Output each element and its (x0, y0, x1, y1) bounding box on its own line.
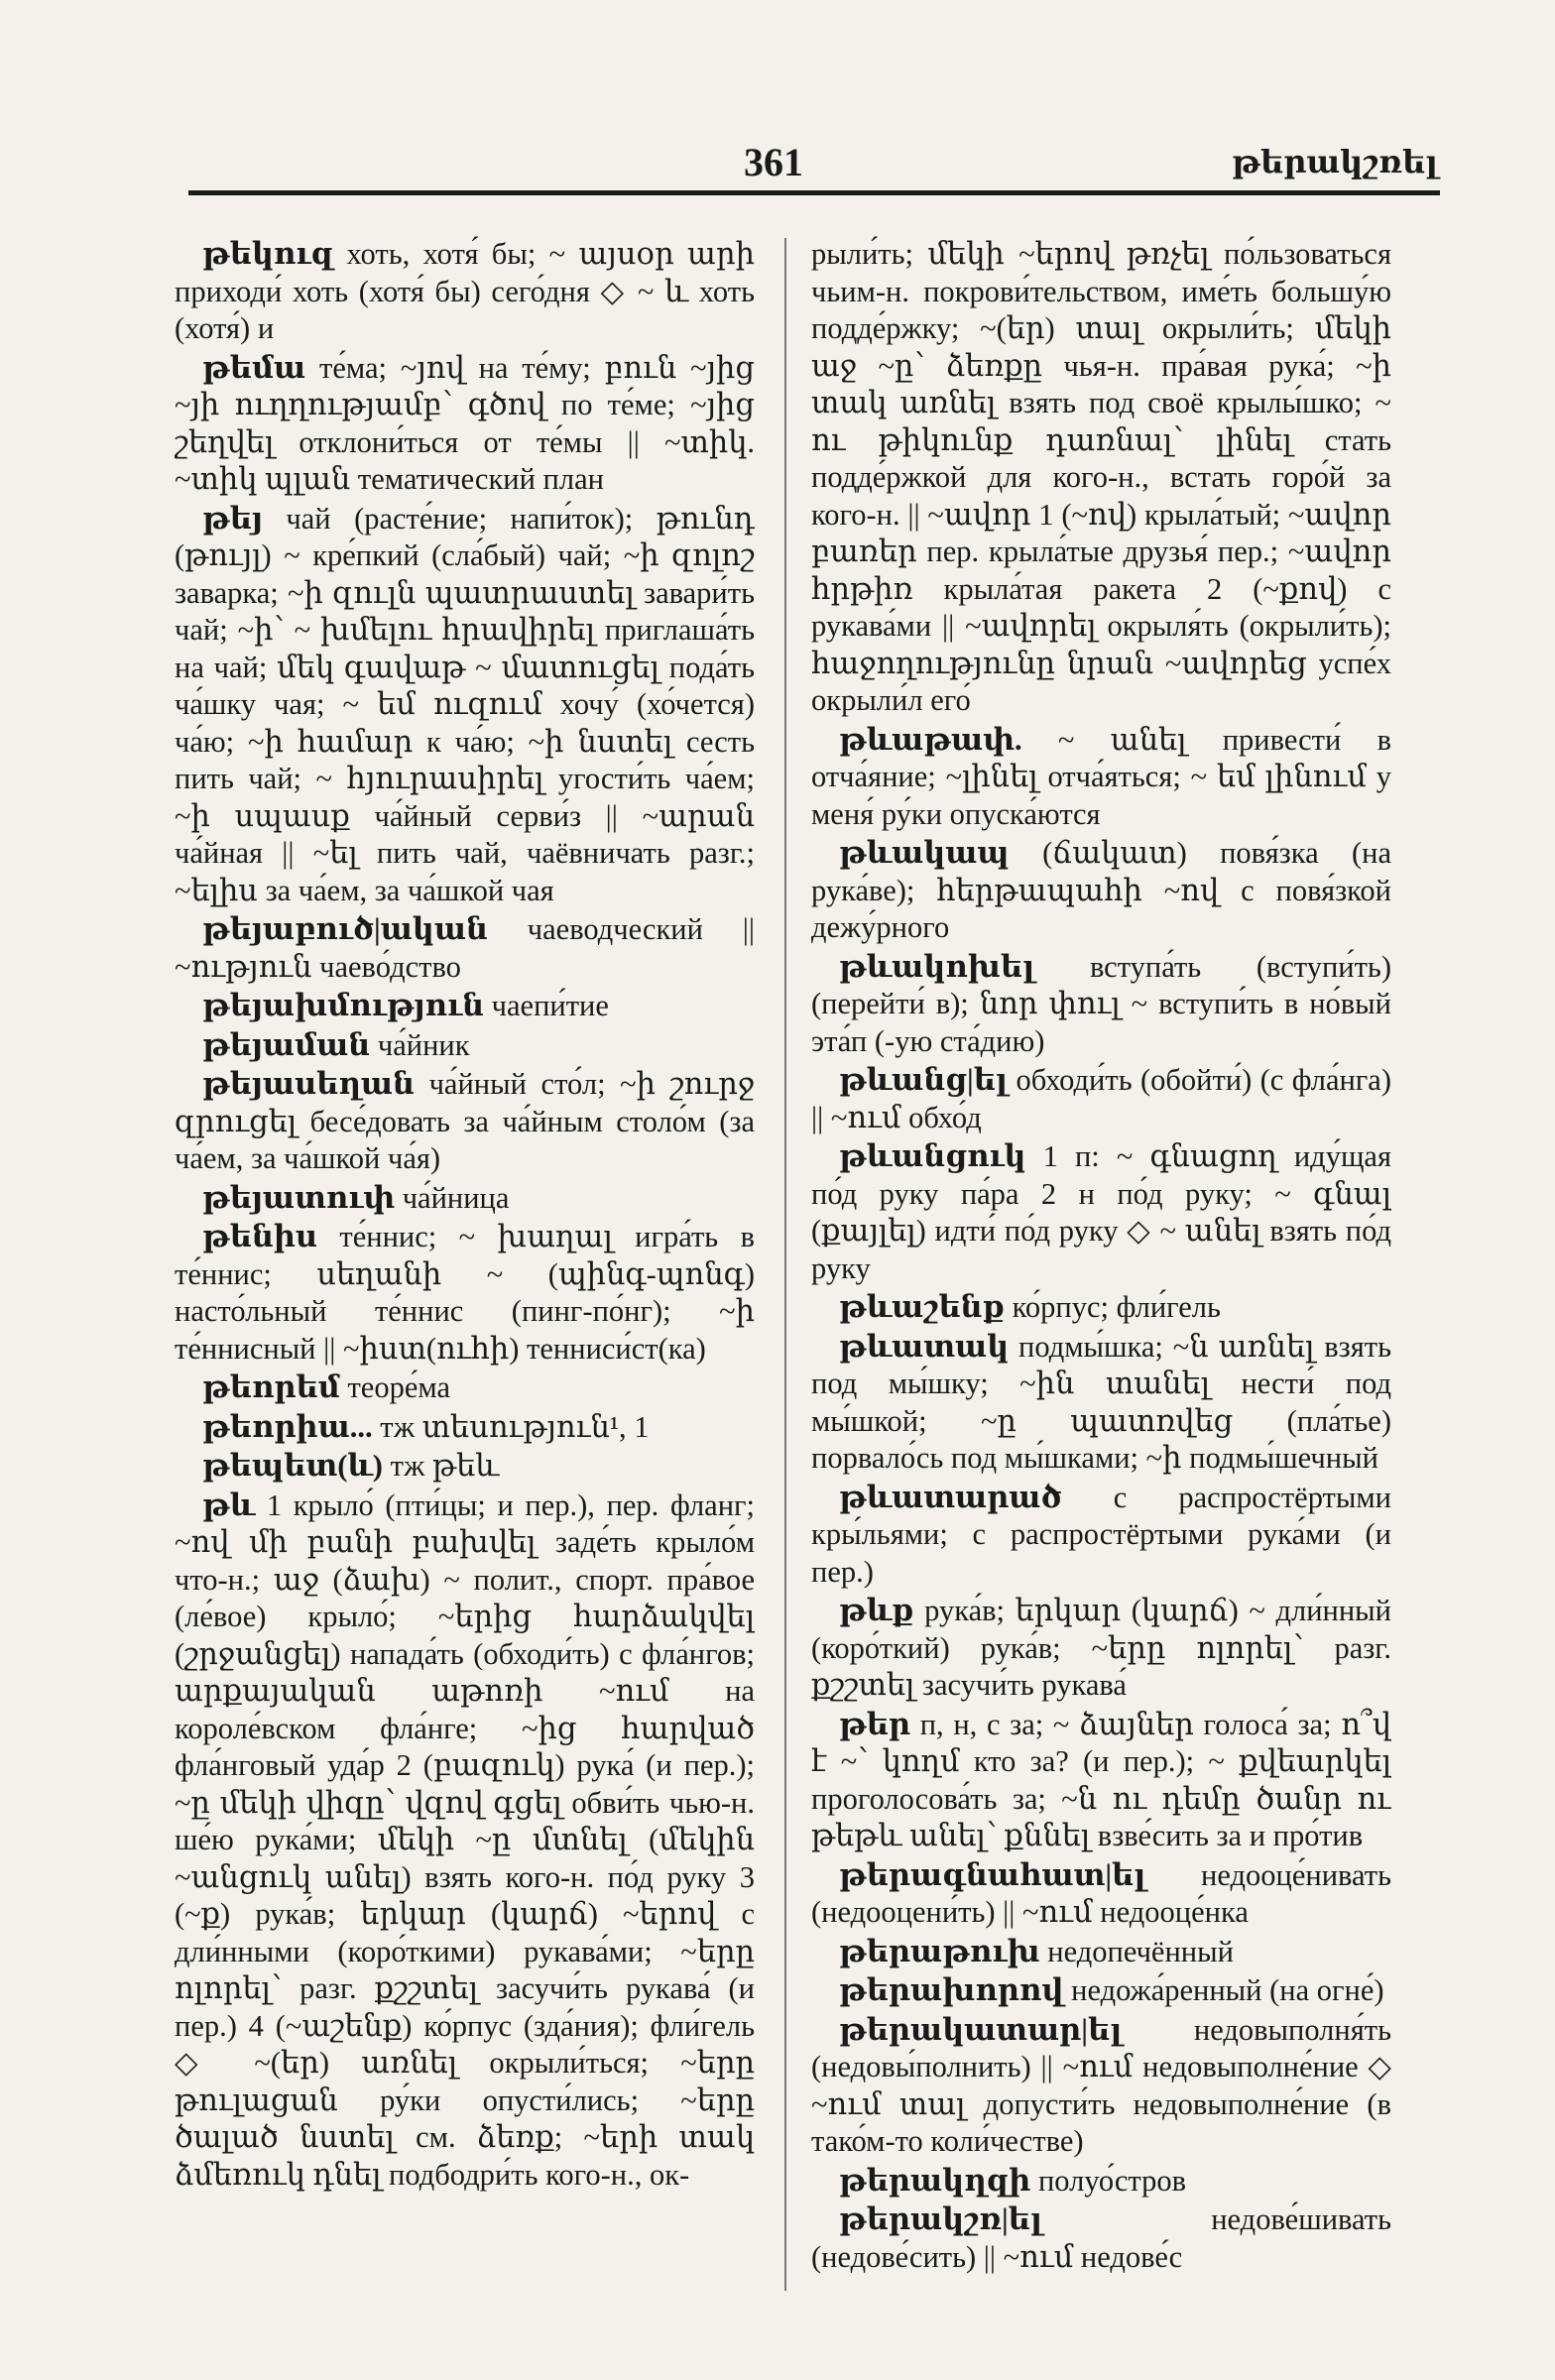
dictionary-entry (175, 1180, 755, 1218)
entry-headword: թերաթուխ (839, 1934, 1040, 1968)
entry-headword: թեր (839, 1707, 911, 1741)
entry-text: хоть, хотя́ бы; ~ այսօր արի приходи́ хоть (хотя́ бы) сего́дня ◇ ~ և хоть (хотя́) и (175, 237, 755, 345)
dictionary-entry (175, 1488, 755, 2195)
page-header (188, 139, 1438, 188)
dictionary-entry (811, 1934, 1391, 1971)
left-column (175, 236, 755, 2299)
dictionary-entry (811, 949, 1391, 1061)
entry-text: недооце́нивать (недооцени́ть) || ~ում недооце́нка (811, 1857, 1391, 1929)
entry-headword: թեպետ(և) (202, 1449, 383, 1483)
entry-text: те́ннис; ~ խաղալ игра́ть в те́ннис; սեղանի ~ (պինգ-պոնգ) насто́льный те́ннис (пинг-по́нг); ~ի те́ннисный || ~իստ(ուհի) тенниси́ст(ка) (175, 1220, 755, 1366)
entry-text: 1 п: ~ գնացող иду́щая по́д руку па́ра 2 н по́д руку; ~ գնալ (քայլել) идти́ по́д руку ◇ ~ անել взять по́д руку (811, 1139, 1391, 1285)
entry-headword: թերակղզի (839, 2163, 1031, 2198)
entry-text: те́ма; ~յով на те́му; բուն ~յից ~յի ուղղությամբ՝ գծով по те́ме; ~յից շեղվել отклони́ться от те́мы || ~տիկ. ~տիկ պլան тематический план (175, 350, 755, 496)
entry-headword: թերակշռ|ել (839, 2202, 1043, 2236)
entry-text: обходи́ть (обойти́) (с фла́нга) || ~ում обхо́д (811, 1063, 1391, 1134)
page-number: 361 (744, 140, 803, 184)
dictionary-entry (175, 501, 755, 910)
column-divider (784, 238, 786, 2291)
entry-text: ~ անել привести́ в отча́яние; ~լինել отча́яться; ~ եմ լինում у меня́ ру́ки опуска́ются (811, 722, 1391, 831)
entry-headword: թեյ (202, 501, 263, 536)
entry-headword: թև (202, 1488, 256, 1522)
entry-text: недожа́ренный (на огне́) (1071, 1973, 1384, 2007)
entry-headword: թեյաման (202, 1027, 371, 1062)
entry-text: с распростёртыми кры́льями; с распростёртыми рука́ми (и пер.) (811, 1480, 1391, 1589)
entry-headword: թերախորով (839, 1973, 1064, 2007)
running-head: թերակշռել (1231, 144, 1438, 179)
entry-headword: թևաթափ. (839, 722, 1022, 757)
entry-headword: թեորեմ (202, 1370, 340, 1404)
dictionary-entry (811, 1480, 1391, 1592)
dictionary-entry (811, 1062, 1391, 1136)
entry-headword: թևակապ (839, 836, 1010, 870)
entry-headword: թերագնահատ|ել (839, 1857, 1146, 1892)
entry-headword: թեկուզ (202, 237, 334, 271)
dictionary-entry (175, 911, 755, 986)
entry-text: чаеводческий || ~ություն чаево́дство (175, 912, 755, 984)
entry-headword: թերակատար|ել (839, 2012, 1123, 2047)
entry-headword: թևք (839, 1594, 914, 1627)
dictionary-entry (811, 2012, 1391, 2161)
dictionary-entry (811, 1329, 1391, 1478)
entry-headword: թևատարած (839, 1480, 1062, 1514)
dictionary-entry (175, 1219, 755, 1368)
entry-headword: թեմա (202, 350, 306, 385)
entry-text: тж տեսություն¹, 1 (380, 1409, 650, 1444)
entry-text: п, н, с за; ~ ձայներ голоса́ за; ո՞վ է ~՝ կողմ кто за? (и пер.); ~ քվեարկել проголосова́ть за; ~ն ու դեմը ծանր ու թեթև անել՝ քննել взве́сить за и про́тив (811, 1707, 1391, 1852)
dictionary-entry (175, 1027, 755, 1065)
entry-headword: թևաշենք (839, 1290, 1005, 1324)
dictionary-entry (811, 2202, 1391, 2276)
entry-text: (ճակատ) повя́зка (на рука́ве); հերթապահի ~ով с повя́зкой дежу́рного (811, 836, 1391, 944)
entry-text: тж թեև (390, 1449, 500, 1483)
dictionary-entry (175, 1066, 755, 1178)
dictionary-entry-continued (811, 236, 1391, 720)
dictionary-entry (811, 1707, 1391, 1855)
entry-headword: թենիս (202, 1220, 318, 1253)
entry-text: недовыполня́ть (недовы́полнить) || ~ում недовыполне́ние ◇ ~ում տալ допусти́ть недовыполне́ние (в тако́м-то коли́честве) (811, 2012, 1391, 2158)
entry-text: недопечённый (1047, 1934, 1234, 1968)
entry-text: полуо́стров (1037, 2163, 1187, 2198)
entry-text: ча́йный сто́л; ~ի շուրջ զրուցել бесе́довать за ча́йным столо́м (за ча́ем, за ча́шкой ча́я) (175, 1067, 755, 1175)
dictionary-entry (175, 350, 755, 499)
entry-text: ча́йник (377, 1027, 470, 1062)
dictionary-entry (811, 835, 1391, 947)
header-rule (188, 190, 1440, 195)
entry-text: недове́шивать (недове́сить) || ~ում недове́с (811, 2202, 1391, 2274)
entry-headword: թեյաբուծ|ական (202, 912, 488, 946)
entry-text: теоре́ма (347, 1370, 451, 1404)
entry-text: ча́йница (402, 1180, 510, 1215)
dictionary-entry (811, 1857, 1391, 1932)
dictionary-entry (175, 1448, 755, 1486)
entry-headword: թեյախմություն (202, 989, 485, 1022)
dictionary-entry (811, 722, 1391, 834)
entry-headword: թեյատուփ (202, 1180, 396, 1215)
entry-headword: թեորիա... (202, 1409, 373, 1444)
dictionary-entry (811, 1972, 1391, 2010)
entry-text: чай (расте́ние; напи́ток); թունդ (թույլ) ~ кре́пкий (сла́бый) чай; ~ի զոլոշ заварка; ~ի զուլն պատրաստել завари́ть чай; ~ի՝ ~ խմելու հրավիրել приглаша́ть на чай; մեկ գավաթ ~ մատուցել пода́ть ча́шку чая; ~ եմ ուզում хочу́ (хо́чется) ча́ю; ~ի համար к ча́ю; ~ի նստել сесть пить чай; ~ հյուրասիրել угости́ть ча́ем; ~ի սպասք ча́йный серви́з || ~արան ча́йная || ~ել пить чай, чаёвничать разг.; ~ելիս за ча́ем, за ча́шкой чая (175, 501, 755, 907)
right-column (811, 236, 1391, 2299)
entry-headword: թևանց|ել (839, 1063, 1009, 1097)
entry-headword: թեյասեղան (202, 1067, 415, 1101)
dictionary-entry (811, 1138, 1391, 1287)
dictionary-entry (811, 2163, 1391, 2201)
entry-text: чаепи́тие (491, 989, 609, 1022)
dictionary-entry (175, 1409, 755, 1447)
dictionary-entry (175, 988, 755, 1025)
entry-text: ко́рпус; фли́гель (1012, 1290, 1221, 1324)
dictionary-entry (811, 1289, 1391, 1327)
entry-headword: թևանցուկ (839, 1139, 1026, 1173)
entry-text: вступа́ть (вступи́ть) (перейти́ в); նոր փուլ ~ вступи́ть в но́вый эта́п (-ую ста́дию) (811, 949, 1391, 1058)
entry-headword: թևակոխել (839, 949, 1035, 984)
dictionary-entry (811, 1593, 1391, 1705)
dictionary-entry (175, 236, 755, 348)
entry-text: рыли́ть; մեկի ~երով թռչել по́льзоваться чьим-н. покрови́тельством, име́ть большу́ю подде́ржку; ~(եր) տալ окрыли́ть; մեկի աջ ~ը՝ ձեռքը чья-н. пра́вая рука́; ~ի տակ առնել взять под своё крылы́шко; ~ ու թիկունք դառնալ՝ լինել стать подде́ржкой для кого-н., встать горо́й за кого-н. || ~ավոր 1 (~ով) крыла́тый; ~ավոր բառեր пер. крыла́тые друзья́ пер.; ~ավոր հրթիռ крыла́тая ракета 2 (~քով) с рукава́ми || ~ավորել окрыля́ть (окрыли́ть); հաջողությունը նրան ~ավորեց успе́х окрыли́л его́ (811, 237, 1391, 717)
entry-headword: թևատակ (839, 1329, 1010, 1364)
dictionary-entry (175, 1369, 755, 1407)
entry-text: 1 крыло́ (пти́цы; и пер.), пер. фланг; ~ով մի բանի բախվել заде́ть крыло́м что-н.; աջ (ձախ) ~ полит., спорт. пра́вое (ле́вое) крыло́; ~երից հարձակվել (շրջանցել) напада́ть (обходи́ть) с фла́нгов; արքայական աթոռի ~ում на короле́вском фла́нге; ~ից հարված фла́нговый уда́р 2 (բազուկ) рука́ (и пер.); ~ը մեկի վիզը՝ վզով գցել обви́ть чью-н. ше́ю рука́ми; մեկի ~ը մտնել (մեկին ~անցուկ անել) взять кого-н. по́д руку 3 (~ք) рука́в; երկար (կարճ) ~երով с дли́нными (коро́ткими) рукава́ми; ~երը ոլորել՝ разг. քշշտել засучи́ть рукава́ (и пер.) 4 (~աշենք) ко́рпус (зда́ния); фли́гель ◇ ~(եր) առնել окрыли́ться; ~երը թուլացան ру́ки опусти́лись; ~երը ծալած նստել см. ձեռք; ~երի տակ ձմեռուկ դնել подбодри́ть кого-н., ок- (175, 1488, 755, 2192)
entry-text: рука́в; երկար (կարճ) ~ дли́нный (коро́ткий) рука́в; ~երը ոլորել՝ разг. քշշտել засучи́ть рукава́ (811, 1594, 1391, 1702)
entry-text: подмы́шка; ~ն առնել взять под мы́шку; ~ին տանել нести́ под мы́шкой; ~ը պատռվեց (пла́тье) порвало́сь под мы́шками; ~ի подмы́шечный (811, 1329, 1391, 1475)
